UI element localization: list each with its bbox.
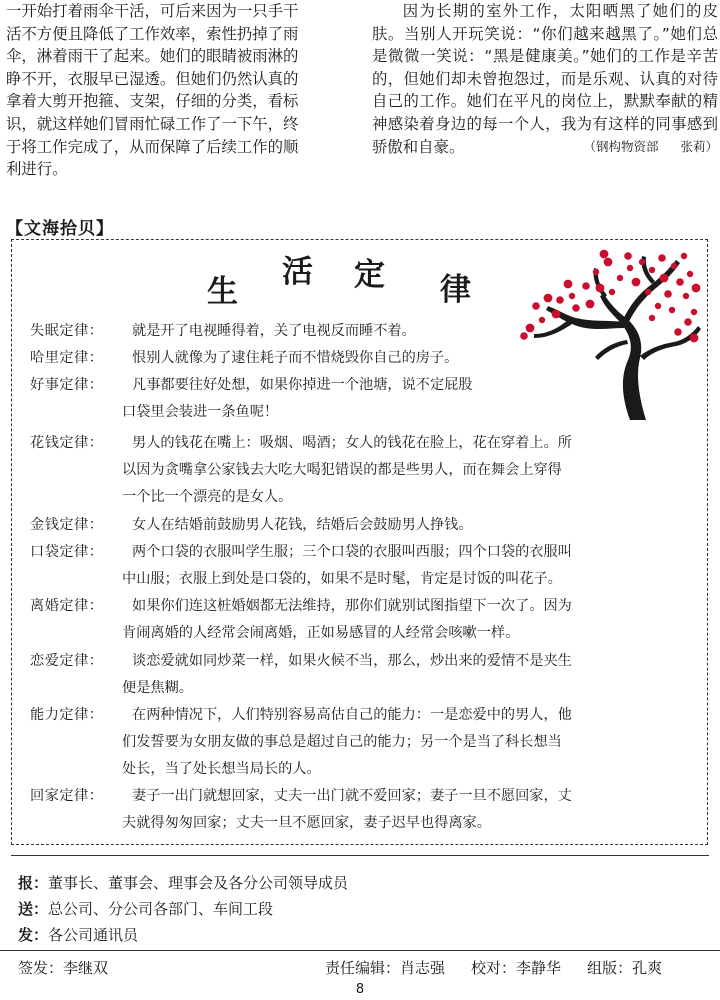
law-continuation xyxy=(122,810,491,836)
left-column-line: 伞，淋着雨干了起来。她们的眼睛被雨淋的 xyxy=(6,47,299,66)
law-text: 口袋里会装进一条鱼呢！ xyxy=(122,404,279,421)
law-text: 如果你们连这桩婚姻都无法维持，那你们就别试图指望下一次了。因为 xyxy=(132,598,572,614)
issue-label: 发： xyxy=(18,926,49,944)
left-column-line: 一开始打着雨伞干活，可后来因为一只手干 xyxy=(6,2,299,20)
send-value: 总公司、分公司各部门、车间工段 xyxy=(48,900,274,918)
distribution-report xyxy=(18,873,348,893)
blossom-icon xyxy=(586,300,595,309)
page-number: 8 xyxy=(355,982,365,997)
layout-name: 孔爽 xyxy=(632,959,663,977)
issue-value: 各公司通讯员 xyxy=(48,926,139,944)
blossom-icon xyxy=(564,280,573,289)
blossom-icon xyxy=(552,310,561,319)
law-text: 就是开了电视睡得着，关了电视反而睡不着。 xyxy=(132,323,416,339)
blossom-icon xyxy=(649,315,655,321)
byline-dept: 钢构物资部 xyxy=(595,139,659,155)
law-text: 们发誓要为女朋友做的事总是超过自己的能力；另一个是当了科长想当 xyxy=(122,734,562,751)
footer-divider xyxy=(0,950,720,951)
law-text: 凡事都要往好处想，如果你掉进一个池塘，说不定屁股 xyxy=(132,377,473,393)
blossom-icon xyxy=(569,293,575,299)
law-continuation xyxy=(122,620,519,646)
left-column-line: 睁不开，衣服早已湿透。但她们仍然认真的 xyxy=(6,69,299,88)
blossom-icon xyxy=(544,294,553,303)
left-column-line: 识，就这样她们冒雨忙碌工作了一下午，终 xyxy=(6,114,299,133)
distribution-issue xyxy=(18,925,138,945)
blossom-icon xyxy=(655,303,661,309)
law-continuation xyxy=(122,399,278,425)
blossom-icon xyxy=(572,304,580,312)
law-continuation xyxy=(122,484,292,510)
proof-label: 校对： xyxy=(471,959,517,977)
law-text: 妻子一出门就想回家，丈夫一出门就不爱回家；妻子一旦不愿回家，丈 xyxy=(132,788,572,804)
law-entry xyxy=(30,783,572,809)
blossom-icon xyxy=(684,318,692,326)
law-entry xyxy=(30,512,473,538)
left-column-line: 活不方便且降低了工作效率，索性扔掉了雨 xyxy=(6,24,299,43)
law-continuation xyxy=(122,756,321,782)
law-text: 一个比一个漂亮的是女人。 xyxy=(122,489,293,506)
law-name: 口袋定律： xyxy=(30,544,104,560)
left-column-text xyxy=(6,0,348,181)
law-text: 夫就得匆匆回家；丈夫一旦不愿回家，妻子迟早也得离家。 xyxy=(122,815,491,832)
blossom-icon xyxy=(609,289,615,295)
blossom-icon xyxy=(687,271,693,277)
divider xyxy=(11,855,709,856)
report-label: 报： xyxy=(18,874,49,892)
blossom-icon xyxy=(683,293,689,299)
law-text: 以因为贪嘴拿公家钱去大吃大喝犯错误的都是些男人，而在舞会上穿得 xyxy=(122,462,562,479)
blossom-icon xyxy=(556,296,564,304)
law-name: 能力定律： xyxy=(30,707,104,723)
law-entry xyxy=(30,702,572,728)
blossom-icon xyxy=(671,263,677,269)
right-column-text xyxy=(372,0,718,159)
law-name: 金钱定律： xyxy=(30,517,104,533)
blossom-icon xyxy=(617,275,623,281)
distribution-send xyxy=(18,899,273,919)
editor-name: 肖志强 xyxy=(400,959,446,977)
plum-blossom-tree-illustration xyxy=(512,248,702,423)
byline-author: 张莉 xyxy=(680,139,706,155)
blossom-icon xyxy=(669,307,675,313)
law-text: 在两种情况下，人们特别容易高估自己的能力：一是恋爱中的男人，他 xyxy=(132,707,572,723)
blossom-icon xyxy=(582,282,590,290)
law-entry xyxy=(30,318,416,344)
law-name: 恋爱定律： xyxy=(30,653,104,669)
blossom-icon xyxy=(604,258,613,267)
left-column-line: 拿着大剪开抱箍、支架，仔细的分类，看标 xyxy=(6,92,299,111)
law-continuation xyxy=(122,675,193,701)
title-char-2: 活 xyxy=(282,254,313,290)
law-text: 恨别人就像为了逮住耗子而不惜烧毁你自己的房子。 xyxy=(132,350,459,366)
blossom-icon xyxy=(539,317,545,323)
law-continuation xyxy=(122,566,562,592)
blossom-icon xyxy=(632,278,641,287)
signoff xyxy=(18,957,108,978)
blossom-icon xyxy=(624,252,632,260)
blossom-icon xyxy=(596,284,605,293)
blossom-icon xyxy=(658,254,666,262)
blossom-icon xyxy=(593,269,599,275)
law-text: 肯闹离婚的人经常会闹离婚，正如易感冒的人经常会咳嗽一样。 xyxy=(122,625,520,642)
send-label: 送： xyxy=(18,900,49,918)
layout-label: 组版： xyxy=(587,959,633,977)
signoff-name: 李继双 xyxy=(63,959,109,977)
law-entry xyxy=(30,593,572,619)
blossom-icon xyxy=(681,253,687,259)
law-name: 离婚定律： xyxy=(30,598,104,614)
proof-name: 李静华 xyxy=(516,959,562,977)
byline-close: ） xyxy=(705,139,718,155)
law-text: 便是焦糊。 xyxy=(122,680,193,697)
law-name: 哈里定律： xyxy=(30,350,104,366)
blossom-icon xyxy=(639,259,645,265)
blossom-icon xyxy=(649,267,655,273)
blossom-icon xyxy=(676,278,684,286)
law-text: 谈恋爱就如同炒菜一样，如果火候不当，那么，炒出来的爱情不是夹生 xyxy=(132,653,572,669)
law-entry xyxy=(30,372,473,398)
law-text: 处长，当了处长想当局长的人。 xyxy=(122,761,321,778)
right-paragraph: 因为长期的室外工作，太阳晒黑了她们的皮肤。当别人开玩笑说：“你们越来越黑了。”她们总是微微一笑说：“黑是健康美。”她们的工作是辛苦的，但她们却未曾抱怨过，而是乐观、认真的对待自己的工作。她们在平凡的岗位上，默默奉献的精神感染着身边的每一个人，我为有这样的同事感到骄傲和自豪。 xyxy=(372,2,718,156)
law-entry xyxy=(30,539,572,565)
law-entry xyxy=(30,430,572,456)
law-name: 花钱定律： xyxy=(30,435,104,451)
blossom-icon xyxy=(660,274,669,283)
law-text: 男人的钱花在嘴上：吸烟、喝酒；女人的钱花在脸上，花在穿着上。所 xyxy=(132,435,572,451)
law-name: 失眠定律： xyxy=(30,323,104,339)
title-char-3: 定 xyxy=(354,257,385,293)
title-char-4: 律 xyxy=(440,272,471,308)
blossom-icon xyxy=(692,284,701,293)
blossom-icon xyxy=(690,334,699,343)
blossom-icon xyxy=(664,290,672,298)
law-continuation xyxy=(122,457,562,483)
law-name: 好事定律： xyxy=(30,377,104,393)
title-char-1: 生 xyxy=(207,274,238,310)
law-name: 回家定律： xyxy=(30,788,104,804)
section-heading: 【文海拾贝】 xyxy=(6,219,114,239)
editor-label: 责任编辑： xyxy=(325,959,401,977)
law-text: 中山服；衣服上到处是口袋的，如果不是时髦，肯定是讨饭的叫花子。 xyxy=(122,571,562,588)
blossom-icon xyxy=(645,289,651,295)
law-entry xyxy=(30,648,572,674)
byline-open: （ xyxy=(583,139,596,155)
left-column-line: 于将工作完成了，从而保障了后续工作的顺 xyxy=(6,137,299,156)
editorial-credits xyxy=(325,957,662,978)
blossom-icon xyxy=(526,324,535,333)
left-column-line: 利进行。 xyxy=(6,160,68,179)
blossom-icon xyxy=(627,265,633,271)
law-text: 两个口袋的衣服叫学生服；三个口袋的衣服叫西服；四个口袋的衣服叫 xyxy=(132,544,572,560)
blossom-icon xyxy=(520,332,528,340)
report-value: 董事长、董事会、理事会及各分公司领导成员 xyxy=(48,874,349,892)
law-continuation xyxy=(122,729,562,755)
blossom-icon xyxy=(674,328,682,336)
law-entry xyxy=(30,345,458,371)
blossom-icon xyxy=(691,309,697,315)
law-text: 女人在结婚前鼓励男人花钱，结婚后会鼓励男人挣钱。 xyxy=(132,517,473,533)
blossom-icon xyxy=(600,250,609,259)
signoff-label: 签发： xyxy=(18,959,64,977)
blossom-icon xyxy=(532,302,540,310)
